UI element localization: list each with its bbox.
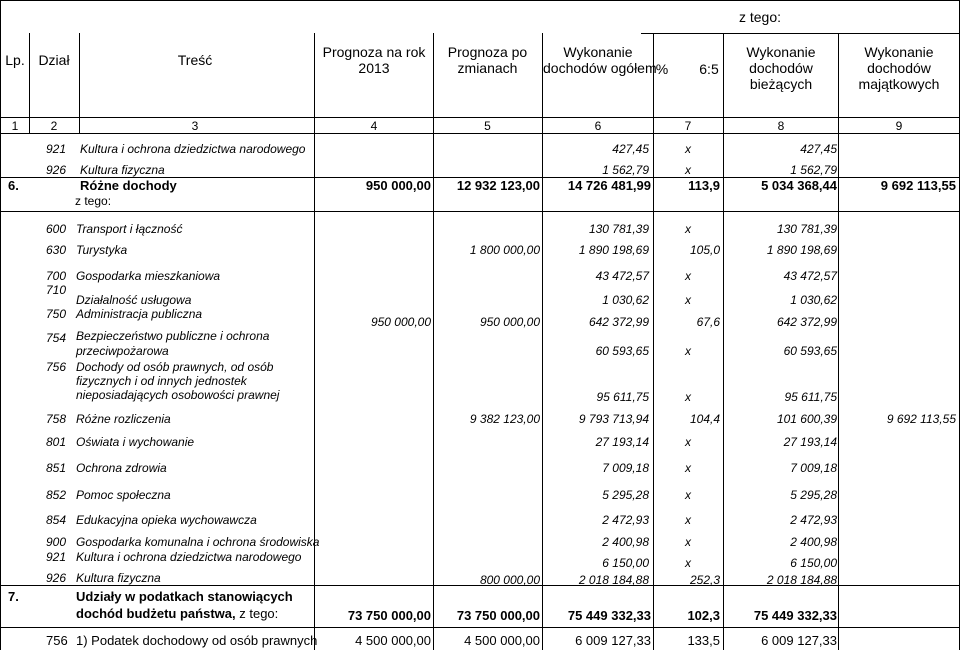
row-dzial: 700 bbox=[46, 269, 67, 283]
row-tresc: Gospodarka mieszkaniowa bbox=[76, 269, 221, 283]
row-tresc-line3: nieposiadających osobowości prawnej bbox=[76, 388, 280, 402]
row-line bbox=[0, 627, 960, 628]
row-dzial: 600 bbox=[46, 222, 67, 236]
row-c8: 75 449 332,33 bbox=[753, 608, 837, 623]
row-dzial: 851 bbox=[46, 461, 67, 475]
row-tresc: Kultura fizyczna bbox=[80, 163, 165, 177]
row-tresc: Różne dochody bbox=[80, 178, 177, 193]
row-c7: x bbox=[685, 461, 691, 475]
row-c6: 6 009 127,33 bbox=[575, 633, 651, 648]
row-c8: 2 400,98 bbox=[790, 535, 837, 549]
row-c5: 12 932 123,00 bbox=[456, 178, 540, 193]
row-c7: x bbox=[685, 390, 691, 404]
row-line bbox=[0, 211, 960, 212]
row-tresc-line2: przeciwpożarowa bbox=[76, 344, 169, 358]
row-c8: 43 472,57 bbox=[783, 269, 837, 283]
row-c5: 1 800 000,00 bbox=[469, 243, 540, 257]
header-wykonanie-biezace-line1: Wykonanie bbox=[746, 44, 816, 60]
header-z-tego: z tego: bbox=[738, 9, 782, 25]
row-subtitle: z tego: bbox=[75, 194, 112, 208]
row-c6: 2 400,98 bbox=[602, 535, 649, 549]
header-bottom-line bbox=[0, 117, 960, 118]
row-tresc: Administracja publiczna bbox=[76, 307, 203, 321]
row-c6: 130 781,39 bbox=[588, 222, 649, 236]
row-dzial: 926 bbox=[46, 571, 67, 585]
row-c9: 9 692 113,55 bbox=[880, 178, 956, 193]
row-c6: 642 372,99 bbox=[588, 315, 649, 329]
row-tresc: Różne rozliczenia bbox=[76, 412, 171, 426]
row-c6: 95 611,75 bbox=[596, 390, 649, 404]
header-wykonanie-ogolem-line1: Wykonanie bbox=[563, 44, 633, 60]
header-prognoza-rok bbox=[316, 44, 432, 76]
header-tresc: Treść bbox=[177, 52, 213, 68]
row-c8: 2 018 184,88 bbox=[766, 573, 837, 587]
col-line bbox=[0, 0, 1, 650]
row-c7: x bbox=[685, 163, 691, 177]
row-c7: x bbox=[685, 142, 691, 156]
row-c6: 1 030,62 bbox=[602, 293, 649, 307]
row-dzial: 921 bbox=[46, 550, 67, 564]
row-c6: 427,45 bbox=[612, 142, 649, 156]
col-line bbox=[653, 33, 654, 133]
header-wykonanie-biezace bbox=[724, 44, 838, 92]
row-c7: 67,6 bbox=[696, 315, 720, 329]
row-c6: 43 472,57 bbox=[595, 269, 649, 283]
row-c7: 105,0 bbox=[689, 243, 720, 257]
row-c7: x bbox=[685, 556, 691, 570]
row-c4: 950 000,00 bbox=[365, 178, 431, 193]
row-c7: 104,4 bbox=[689, 412, 720, 426]
row-tresc: Transport i łączność bbox=[76, 222, 183, 236]
row-c6: 60 593,65 bbox=[595, 344, 649, 358]
row-dzial: 900 bbox=[46, 535, 67, 549]
header-wykonanie-majatkowe-line3: majątkowych bbox=[858, 76, 940, 92]
row-dzial: 750 bbox=[46, 307, 67, 321]
header-prognoza-po-line1: Prognoza po bbox=[447, 44, 528, 60]
table-border-top bbox=[0, 0, 960, 1]
header-ratio: 6:5 bbox=[699, 61, 719, 77]
row-c8: 95 611,75 bbox=[784, 390, 837, 404]
row-c4: 950 000,00 bbox=[370, 315, 431, 329]
row-c6: 2 018 184,88 bbox=[578, 573, 649, 587]
row-tresc-line2: fizycznych i od innych jednostek bbox=[76, 374, 247, 388]
row-c9: 9 692 113,55 bbox=[886, 412, 956, 426]
colnum-bottom-line bbox=[0, 133, 960, 134]
row-dzial: 852 bbox=[46, 488, 67, 502]
row-c8: 2 472,93 bbox=[790, 513, 837, 527]
row-c8: 130 781,39 bbox=[776, 222, 837, 236]
header-wykonanie-majatkowe bbox=[839, 44, 959, 92]
row-tresc: Kultura i ochrona dziedzictwa narodowego bbox=[76, 550, 302, 564]
row-c5: 9 382 123,00 bbox=[469, 412, 540, 426]
row-dzial: 758 bbox=[46, 412, 67, 426]
row-tresc-line2-bold: dochód budżetu państwa, bbox=[76, 606, 236, 621]
col-number: 6 bbox=[594, 119, 602, 133]
row-c8: 5 295,28 bbox=[790, 488, 837, 502]
row-tresc-line1: Dochody od osób prawnych, od osób bbox=[76, 360, 274, 374]
header-prognoza-rok-line1: Prognoza na rok bbox=[322, 44, 426, 60]
col-line bbox=[79, 33, 80, 133]
row-c6: 6 150,00 bbox=[602, 556, 649, 570]
row-c7: x bbox=[685, 269, 691, 283]
row-c8: 642 372,99 bbox=[776, 315, 837, 329]
row-c8: 27 193,14 bbox=[783, 435, 837, 449]
row-c7: 113,9 bbox=[688, 178, 720, 193]
row-tresc-line2 bbox=[76, 607, 278, 621]
row-c7: x bbox=[685, 344, 691, 358]
row-dzial: 756 bbox=[46, 360, 67, 374]
row-dzial: 801 bbox=[46, 435, 67, 449]
row-c8: 6 150,00 bbox=[790, 556, 837, 570]
row-c8: 6 009 127,33 bbox=[761, 633, 837, 648]
row-tresc: Ochrona zdrowia bbox=[76, 461, 167, 475]
row-dzial: 921 bbox=[46, 142, 67, 156]
row-c5: 73 750 000,00 bbox=[456, 608, 540, 623]
row-c6: 2 472,93 bbox=[602, 513, 649, 527]
row-c6: 5 295,28 bbox=[602, 488, 649, 502]
row-c6: 1 890 198,69 bbox=[578, 243, 649, 257]
col-line bbox=[314, 33, 315, 133]
header-wykonanie-ogolem-line2: dochodów ogółem bbox=[543, 60, 657, 76]
header-prognoza-po-line2: zmianach bbox=[457, 60, 518, 76]
row-dzial: 754 bbox=[46, 331, 67, 345]
row-dzial: 756 bbox=[46, 633, 68, 648]
row-tresc: Oświata i wychowanie bbox=[76, 435, 195, 449]
row-c7: x bbox=[685, 435, 691, 449]
row-c5: 4 500 000,00 bbox=[464, 633, 540, 648]
row-c8: 427,45 bbox=[800, 142, 837, 156]
row-tresc-line1: Bezpieczeństwo publiczne i ochrona bbox=[76, 329, 270, 343]
col-number: 8 bbox=[777, 119, 785, 133]
row-c4: 73 750 000,00 bbox=[347, 608, 431, 623]
header-lp: Lp. bbox=[5, 52, 25, 68]
row-c8: 101 600,39 bbox=[776, 412, 837, 426]
row-c8: 7 009,18 bbox=[790, 461, 837, 475]
header-prognoza-po bbox=[434, 44, 541, 76]
header-prognoza-rok-line2: 2013 bbox=[358, 60, 390, 76]
col-number: 4 bbox=[370, 119, 378, 133]
row-tresc: Kultura i ochrona dziedzictwa narodowego bbox=[80, 142, 306, 156]
row-c6: 7 009,18 bbox=[602, 461, 649, 475]
header-percent: % bbox=[655, 61, 669, 77]
row-dzial: 854 bbox=[46, 513, 67, 527]
row-c5: 950 000,00 bbox=[479, 315, 540, 329]
row-c8: 60 593,65 bbox=[783, 344, 837, 358]
col-line bbox=[29, 33, 30, 133]
row-c7: x bbox=[685, 222, 691, 236]
row-tresc-line2-normal: z tego: bbox=[239, 606, 279, 621]
row-tresc: Pomoc społeczna bbox=[76, 488, 171, 502]
header-dzial: Dział bbox=[38, 52, 70, 68]
row-tresc: Kultura fizyczna bbox=[76, 571, 161, 585]
row-c7: x bbox=[685, 293, 691, 307]
row-c7: x bbox=[685, 488, 691, 502]
header-wykonanie-majatkowe-line2: dochodów bbox=[867, 60, 931, 76]
row-lp: 6. bbox=[8, 178, 19, 193]
row-c6: 75 449 332,33 bbox=[567, 608, 651, 623]
header-subline bbox=[641, 33, 960, 34]
header-wykonanie-majatkowe-line1: Wykonanie bbox=[864, 44, 934, 60]
row-tresc: 1) Podatek dochodowy od osób prawnych bbox=[76, 633, 318, 648]
row-dzial: 926 bbox=[46, 163, 67, 177]
row-c6: 27 193,14 bbox=[595, 435, 649, 449]
row-c7: 102,3 bbox=[687, 608, 720, 623]
col-number: 7 bbox=[684, 119, 692, 133]
row-c5: 800 000,00 bbox=[479, 573, 540, 587]
col-number: 3 bbox=[191, 119, 199, 133]
col-number: 5 bbox=[484, 119, 491, 133]
header-wykonanie-biezace-line2: dochodów bbox=[749, 60, 813, 76]
header-wykonanie-ogolem bbox=[543, 44, 657, 76]
row-c7: 252,3 bbox=[689, 573, 720, 587]
row-c7: x bbox=[685, 535, 691, 549]
row-c8: 5 034 368,44 bbox=[761, 178, 837, 193]
row-c4: 4 500 000,00 bbox=[355, 633, 431, 648]
row-c6: 1 562,79 bbox=[602, 163, 649, 177]
row-tresc: Gospodarka komunalna i ochrona środowiska bbox=[76, 535, 320, 549]
row-c6: 9 793 713,94 bbox=[578, 412, 649, 426]
row-dzial: 710 bbox=[46, 283, 67, 297]
col-number: 9 bbox=[895, 119, 903, 133]
row-dzial: 630 bbox=[46, 243, 67, 257]
header-wykonanie-biezace-line3: bieżących bbox=[749, 76, 813, 92]
row-c8: 1 030,62 bbox=[790, 293, 837, 307]
row-tresc: Działalność usługowa bbox=[76, 293, 192, 307]
row-c7: 133,5 bbox=[687, 633, 720, 648]
col-number: 1 bbox=[11, 119, 19, 133]
row-tresc: Turystyka bbox=[76, 243, 128, 257]
row-c7: x bbox=[685, 513, 691, 527]
row-c8: 1 890 198,69 bbox=[766, 243, 837, 257]
col-number: 2 bbox=[50, 119, 58, 133]
row-lp: 7. bbox=[8, 589, 19, 604]
row-tresc-line1: Udziały w podatkach stanowiących bbox=[76, 589, 293, 604]
row-c8: 1 562,79 bbox=[790, 163, 837, 177]
row-tresc: Edukacyjna opieka wychowawcza bbox=[76, 513, 257, 527]
row-c6: 14 726 481,99 bbox=[567, 178, 651, 193]
